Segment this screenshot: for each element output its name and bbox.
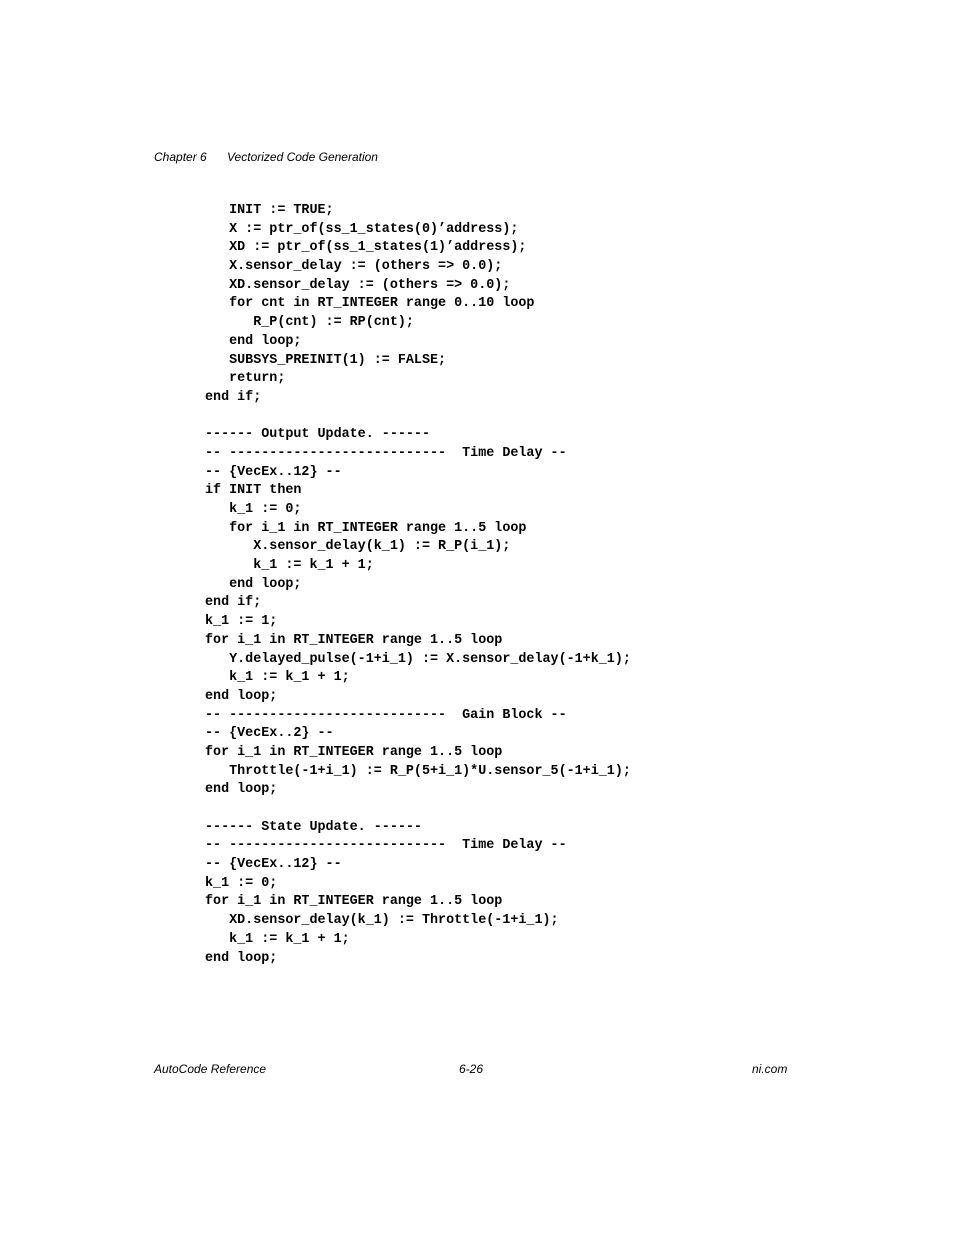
page-header: [154, 150, 378, 165]
footer-website: ni.com: [752, 1062, 788, 1076]
code-line: ------ Output Update. ------: [205, 427, 430, 443]
code-line: [205, 800, 631, 819]
code-line: X := ptr_of(ss_1_states(0)’address);: [205, 221, 519, 237]
code-line: -- {VecEx..12} --: [205, 464, 342, 480]
code-line: -- {VecEx..2} --: [205, 726, 334, 742]
code-line: end loop;: [205, 576, 302, 592]
footer-page-number: 6-26: [459, 1062, 484, 1076]
code-line: XD.sensor_delay(k_1) := Throttle(-1+i_1);: [205, 913, 559, 929]
code-line: end if;: [205, 389, 262, 405]
code-line: XD.sensor_delay := (others => 0.0);: [205, 277, 511, 293]
code-line: k_1 := 1;: [205, 614, 278, 630]
code-line: k_1 := 0;: [205, 502, 302, 517]
code-line: R_P(cnt) := RP(cnt);: [205, 315, 414, 331]
code-line: for i_1 in RT_INTEGER range 1..5 loop: [205, 744, 503, 760]
code-block: [205, 202, 631, 968]
code-line: end loop;: [205, 950, 278, 966]
code-line: return;: [205, 371, 286, 387]
code-line: X.sensor_delay := (others => 0.0);: [205, 259, 503, 275]
code-line: XD := ptr_of(ss_1_states(1)’address);: [205, 240, 527, 256]
code-line: X.sensor_delay(k_1) := R_P(i_1);: [205, 539, 511, 555]
code-line: -- --------------------------- Time Delay --: [205, 445, 567, 461]
chapter-title: Vectorized Code Generation: [227, 150, 378, 164]
code-line: for i_1 in RT_INTEGER range 1..5 loop: [205, 520, 527, 536]
code-line: if INIT then: [205, 483, 302, 499]
code-line: end if;: [205, 595, 262, 611]
code-line: end loop;: [205, 782, 278, 798]
chapter-label: Chapter 6: [154, 150, 207, 164]
code-line: -- {VecEx..12} --: [205, 857, 342, 873]
code-line: -- --------------------------- Time Delay --: [205, 838, 567, 854]
code-line: end loop;: [205, 688, 278, 704]
code-line: -- --------------------------- Gain Block --: [205, 707, 567, 723]
code-line: k_1 := k_1 + 1;: [205, 931, 350, 947]
footer-document-title: AutoCode Reference: [154, 1062, 267, 1076]
code-line: Throttle(-1+i_1) := R_P(5+i_1)*U.sensor_5(-1+i_1);: [205, 763, 631, 779]
code-line: k_1 := k_1 + 1;: [205, 670, 350, 686]
code-line: for cnt in RT_INTEGER range 0..10 loop: [205, 296, 535, 312]
code-line: k_1 := 0;: [205, 875, 278, 891]
code-line: for i_1 in RT_INTEGER range 1..5 loop: [205, 894, 503, 910]
code-line: SUBSYS_PREINIT(1) := FALSE;: [205, 352, 447, 368]
code-line: INIT := TRUE;: [205, 203, 334, 218]
code-line: for i_1 in RT_INTEGER range 1..5 loop: [205, 632, 503, 648]
code-line: k_1 := k_1 + 1;: [205, 558, 374, 574]
code-line: ------ State Update. ------: [205, 819, 422, 835]
code-line: [205, 408, 631, 427]
code-line: Y.delayed_pulse(-1+i_1) := X.sensor_delay(-1+k_1);: [205, 651, 631, 667]
code-line: end loop;: [205, 333, 302, 349]
